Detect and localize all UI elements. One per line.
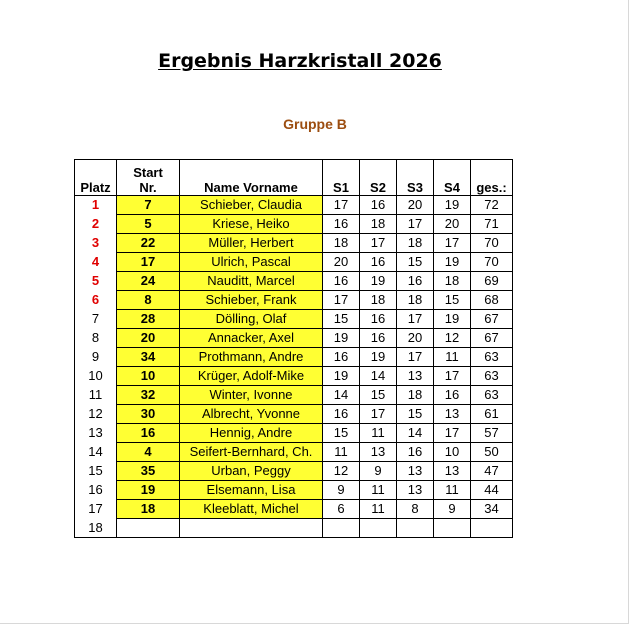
total-score-cell: 67 [471,329,513,348]
score-s2-cell: 16 [360,329,397,348]
start-number-cell: 10 [117,367,180,386]
start-number-cell: 5 [117,215,180,234]
score-s1-cell: 16 [323,348,360,367]
table-row [75,291,513,310]
score-s4-cell: 9 [434,500,471,519]
start-number-cell: 28 [117,310,180,329]
total-score-cell: 44 [471,481,513,500]
score-s1-cell: 18 [323,234,360,253]
score-s2-cell: 18 [360,215,397,234]
total-score-cell: 68 [471,291,513,310]
score-s2-cell: 15 [360,386,397,405]
score-s4-cell: 17 [434,234,471,253]
total-score-cell: 67 [471,310,513,329]
score-s1-cell: 11 [323,443,360,462]
table-row [75,462,513,481]
total-score-cell: 70 [471,234,513,253]
score-s3-cell: 20 [397,329,434,348]
start-number-cell: 20 [117,329,180,348]
score-s4-cell: 10 [434,443,471,462]
place-cell: 10 [75,367,117,386]
name-cell: Schieber, Frank [180,291,323,310]
place-cell: 1 [75,196,117,215]
place-cell: 16 [75,481,117,500]
results-table [74,159,513,538]
name-cell: Schieber, Claudia [180,196,323,215]
start-number-cell: 32 [117,386,180,405]
name-cell: Annacker, Axel [180,329,323,348]
score-s1-cell: 17 [323,196,360,215]
score-s2-cell: 17 [360,405,397,424]
place-cell: 5 [75,272,117,291]
score-s4-cell: 11 [434,481,471,500]
score-s2-cell: 16 [360,196,397,215]
start-number-cell: 4 [117,443,180,462]
place-cell: 13 [75,424,117,443]
total-score-cell: 63 [471,386,513,405]
score-s2-cell: 16 [360,253,397,272]
header-start-line2: Nr. [139,180,157,195]
score-s1-cell: 6 [323,500,360,519]
table-row [75,424,513,443]
name-cell: Kriese, Heiko [180,215,323,234]
name-cell: Müller, Herbert [180,234,323,253]
score-s2-cell: 11 [360,424,397,443]
score-s3-cell: 16 [397,443,434,462]
score-s3-cell: 15 [397,253,434,272]
score-s2-cell: 11 [360,500,397,519]
score-s4-cell: 11 [434,348,471,367]
page-title: Ergebnis Harzkristall 2026 [158,50,442,72]
score-s4-cell: 19 [434,310,471,329]
score-s1-cell: 16 [323,272,360,291]
name-cell: Albrecht, Yvonne [180,405,323,424]
place-cell: 4 [75,253,117,272]
table-row [75,481,513,500]
score-s1-cell: 12 [323,462,360,481]
place-cell: 2 [75,215,117,234]
name-cell: Elsemann, Lisa [180,481,323,500]
score-s2-cell: 11 [360,481,397,500]
score-s1-cell: 9 [323,481,360,500]
table-row [75,234,513,253]
place-cell: 9 [75,348,117,367]
total-score-cell: 72 [471,196,513,215]
score-s1-cell: 16 [323,405,360,424]
start-number-cell: 8 [117,291,180,310]
score-s4-cell: 13 [434,462,471,481]
score-s2-cell: 19 [360,272,397,291]
score-s3-cell: 20 [397,196,434,215]
start-number-cell: 24 [117,272,180,291]
score-s1-cell: 15 [323,424,360,443]
place-cell: 15 [75,462,117,481]
header-s3: S3 [397,160,434,196]
score-s3-cell: 18 [397,386,434,405]
table-row [75,405,513,424]
score-s1-cell: 19 [323,367,360,386]
start-number-cell: 7 [117,196,180,215]
score-s2-cell: 17 [360,234,397,253]
score-s2-cell [360,519,397,538]
score-s1-cell: 16 [323,215,360,234]
table-row [75,519,513,538]
header-s1: S1 [323,160,360,196]
start-number-cell: 19 [117,481,180,500]
total-score-cell [471,519,513,538]
table-row [75,253,513,272]
start-number-cell: 17 [117,253,180,272]
place-cell: 12 [75,405,117,424]
total-score-cell: 34 [471,500,513,519]
score-s4-cell: 17 [434,424,471,443]
header-row [75,160,513,196]
total-score-cell: 71 [471,215,513,234]
place-cell: 17 [75,500,117,519]
start-number-cell: 35 [117,462,180,481]
score-s2-cell: 16 [360,310,397,329]
table-row [75,272,513,291]
header-s4: S4 [434,160,471,196]
name-cell: Urban, Peggy [180,462,323,481]
name-cell: Kleeblatt, Michel [180,500,323,519]
header-start-line1: Start [133,165,163,180]
group-subtitle: Gruppe B [283,116,347,132]
score-s2-cell: 9 [360,462,397,481]
score-s1-cell: 17 [323,291,360,310]
place-cell: 18 [75,519,117,538]
score-s3-cell: 13 [397,481,434,500]
table-row [75,310,513,329]
total-score-cell: 61 [471,405,513,424]
name-cell: Dölling, Olaf [180,310,323,329]
total-score-cell: 70 [471,253,513,272]
table-row [75,367,513,386]
score-s4-cell: 19 [434,196,471,215]
start-number-cell: 22 [117,234,180,253]
score-s2-cell: 18 [360,291,397,310]
score-s1-cell: 14 [323,386,360,405]
table-row [75,215,513,234]
score-s3-cell: 13 [397,462,434,481]
start-number-cell: 18 [117,500,180,519]
place-cell: 14 [75,443,117,462]
name-cell: Nauditt, Marcel [180,272,323,291]
score-s2-cell: 13 [360,443,397,462]
place-cell: 7 [75,310,117,329]
start-number-cell: 34 [117,348,180,367]
score-s4-cell: 19 [434,253,471,272]
name-cell: Krüger, Adolf-Mike [180,367,323,386]
score-s3-cell [397,519,434,538]
score-s1-cell: 20 [323,253,360,272]
total-score-cell: 63 [471,367,513,386]
score-s3-cell: 14 [397,424,434,443]
score-s2-cell: 14 [360,367,397,386]
total-score-cell: 47 [471,462,513,481]
score-s4-cell: 18 [434,272,471,291]
score-s4-cell: 12 [434,329,471,348]
start-number-cell: 16 [117,424,180,443]
header-total: ges.: [471,160,513,196]
score-s1-cell: 19 [323,329,360,348]
table-row [75,386,513,405]
total-score-cell: 50 [471,443,513,462]
score-s4-cell: 17 [434,367,471,386]
place-cell: 11 [75,386,117,405]
start-number-cell [117,519,180,538]
score-s3-cell: 8 [397,500,434,519]
total-score-cell: 57 [471,424,513,443]
score-s3-cell: 17 [397,348,434,367]
header-platz: Platz [75,160,117,196]
name-cell: Prothmann, Andre [180,348,323,367]
score-s3-cell: 13 [397,367,434,386]
score-s4-cell: 15 [434,291,471,310]
name-cell: Seifert-Bernhard, Ch. [180,443,323,462]
total-score-cell: 69 [471,272,513,291]
table-row [75,348,513,367]
score-s1-cell [323,519,360,538]
score-s3-cell: 15 [397,405,434,424]
start-number-cell: 30 [117,405,180,424]
header-start-nr [117,160,180,196]
total-score-cell: 63 [471,348,513,367]
place-cell: 6 [75,291,117,310]
score-s4-cell: 13 [434,405,471,424]
name-cell: Winter, Ivonne [180,386,323,405]
score-s4-cell: 20 [434,215,471,234]
header-s2: S2 [360,160,397,196]
place-cell: 8 [75,329,117,348]
score-s1-cell: 15 [323,310,360,329]
score-s3-cell: 17 [397,215,434,234]
table-row [75,500,513,519]
score-s3-cell: 18 [397,234,434,253]
name-cell: Ulrich, Pascal [180,253,323,272]
place-cell: 3 [75,234,117,253]
name-cell: Hennig, Andre [180,424,323,443]
table-row [75,196,513,215]
table-row [75,443,513,462]
name-cell [180,519,323,538]
score-s4-cell [434,519,471,538]
score-s4-cell: 16 [434,386,471,405]
score-s2-cell: 19 [360,348,397,367]
header-name: Name Vorname [180,160,323,196]
score-s3-cell: 16 [397,272,434,291]
score-s3-cell: 18 [397,291,434,310]
score-s3-cell: 17 [397,310,434,329]
table-row [75,329,513,348]
